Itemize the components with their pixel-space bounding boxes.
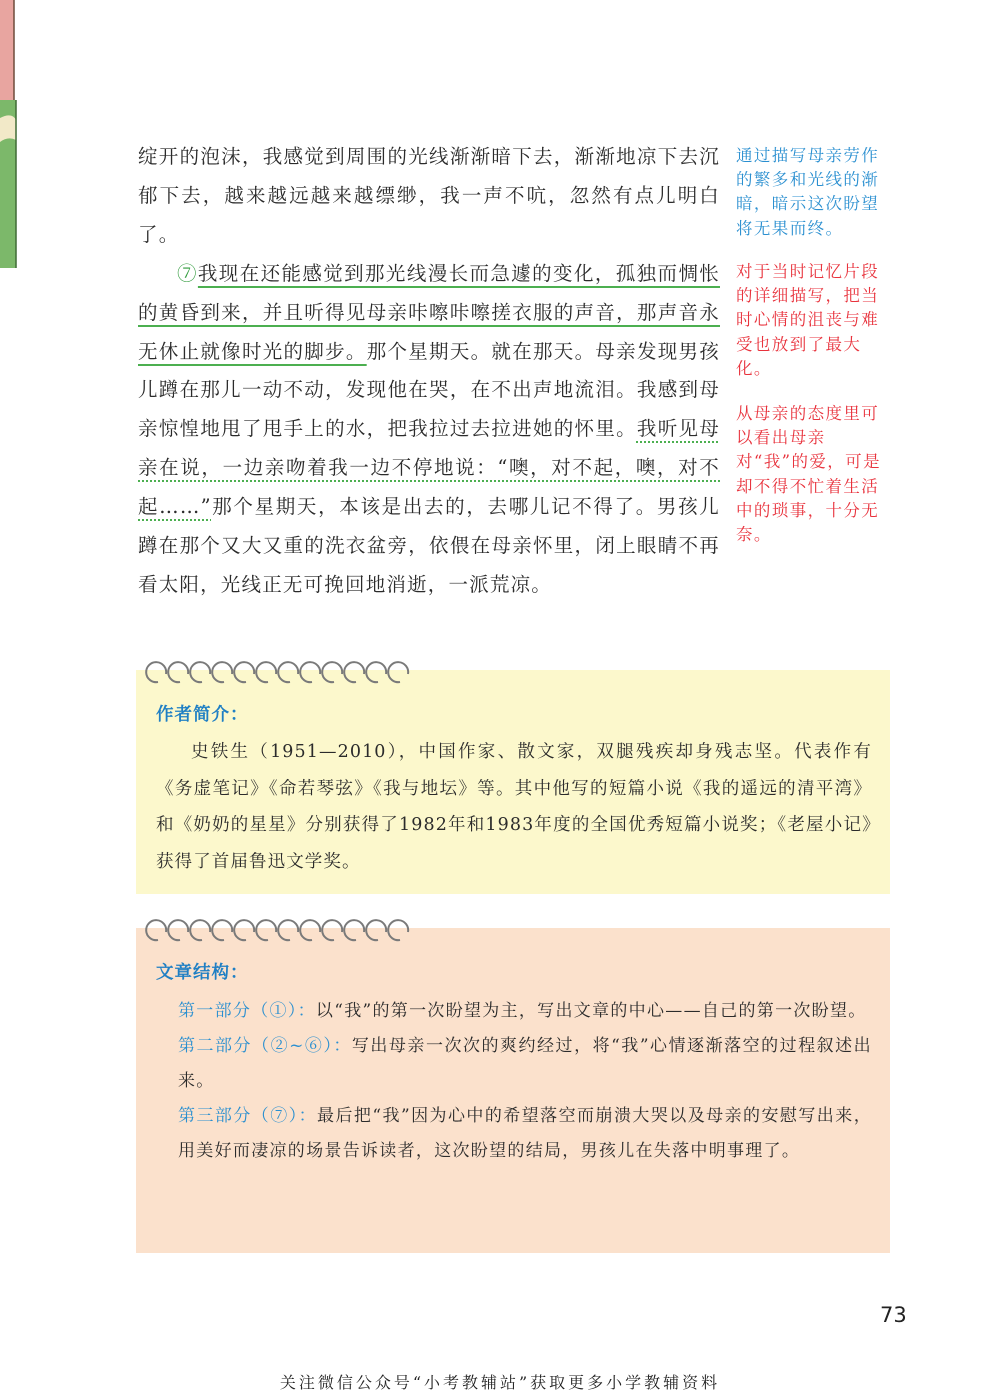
- underlined-sentence-2: 我听见母亲在说，一边亲吻着我一边不停地说：“噢，对不起，噢，对不起……”: [138, 417, 720, 519]
- spiral-rings-top: [144, 660, 414, 686]
- footer-watermark: 关注微信公众号“小考教辅站”获取更多小学教辅资料: [279, 1373, 721, 1392]
- paragraph-number: ⑦: [177, 261, 198, 285]
- paragraph-text-2: 那个星期天，本该是出去的，去哪儿记不得了。男孩儿蹲在那个又大又重的洗衣盆旁，依偎在母亲怀里，闭上眼睛不再看太阳，光线正无可挽回地消逝，一派荒凉。: [138, 495, 720, 596]
- spiral-rings-bottom: [144, 918, 414, 944]
- structure-box: [136, 928, 890, 1253]
- author-intro-box: [136, 670, 890, 894]
- structure-item-label: 第二部分（②~⑥）：: [178, 1036, 352, 1056]
- structure-item-label: 第三部分（⑦）：: [178, 1106, 318, 1126]
- structure-list: [156, 994, 872, 1169]
- structure-item: [156, 994, 872, 1029]
- structure-item-text: 写出母亲一次次的爽约经过，将“我”心情逐渐落空的过程叙述出来。: [178, 1036, 872, 1091]
- structure-item-text: 最后把“我”因为心中的希望落空而崩溃大哭以及母亲的安慰写出来，用美好而凄凉的场景告诉读者，这次盼望的结局，男孩儿在失落中明事理了。: [178, 1106, 872, 1161]
- paragraph-text-1: 那个星期天。就在那天。母亲发现男孩儿蹲在那儿一动不动，发现他在哭，在不出声地流泪。我感到母亲惊惶地甩了甩手上的水，把我拉过去拉进她的怀里。: [138, 339, 721, 441]
- corner-illustration: [0, 0, 22, 270]
- structure-item-text: 以“我”的第一次盼望为主，写出文章的中心——自己的第一次盼望。: [315, 1001, 867, 1021]
- author-intro-title: 作者简介：: [156, 705, 249, 725]
- main-text: [138, 138, 720, 605]
- margin-note-1: 通过描写母亲劳作的繁多和光线的渐暗，暗示这次盼望将无果而终。: [736, 146, 880, 238]
- author-intro-body: 史铁生（1951—2010），中国作家、散文家，双腿残疾却身残志坚。代表作有《务虚笔记》《命若琴弦》《我与地坛》等。其中他写的短篇小说《我的遥远的清平湾》和《奶奶的星星》分别获得了1982年和1983年度的全国优秀短篇小说奖；《老屋小记》获得了首届鲁迅文学奖。: [156, 742, 872, 872]
- paragraph-7: [138, 255, 720, 605]
- page-number: 73: [880, 1303, 907, 1327]
- structure-item-label: 第一部分（①）：: [178, 1001, 316, 1021]
- structure-item: [156, 1099, 872, 1169]
- structure-title: 文章结构：: [156, 963, 249, 983]
- margin-note-2: 对于当时记忆片段的详细描写，把当时心情的沮丧与难受也放到了最大化。: [736, 262, 880, 378]
- paragraph-continued: 绽开的泡沫，我感觉到周围的光线渐渐暗下去，渐渐地凉下去沉郁下去，越来越远越来越缥缈，我一声不吭，忽然有点儿明白了。: [138, 145, 720, 246]
- margin-note-3: 从母亲的态度里可以看出母亲对“我”的爱，可是却不得不忙着生活中的琐事，十分无奈。: [736, 404, 881, 545]
- underlined-sentence-1: 我现在还能感觉到那光线漫长而急遽的变化，孤独而惆怅的黄昏到来，并且听得见母亲咔嚓咔嚓搓衣服的声音，那声音永无休止就像时光的脚步。: [138, 261, 720, 363]
- structure-item: [156, 1029, 872, 1099]
